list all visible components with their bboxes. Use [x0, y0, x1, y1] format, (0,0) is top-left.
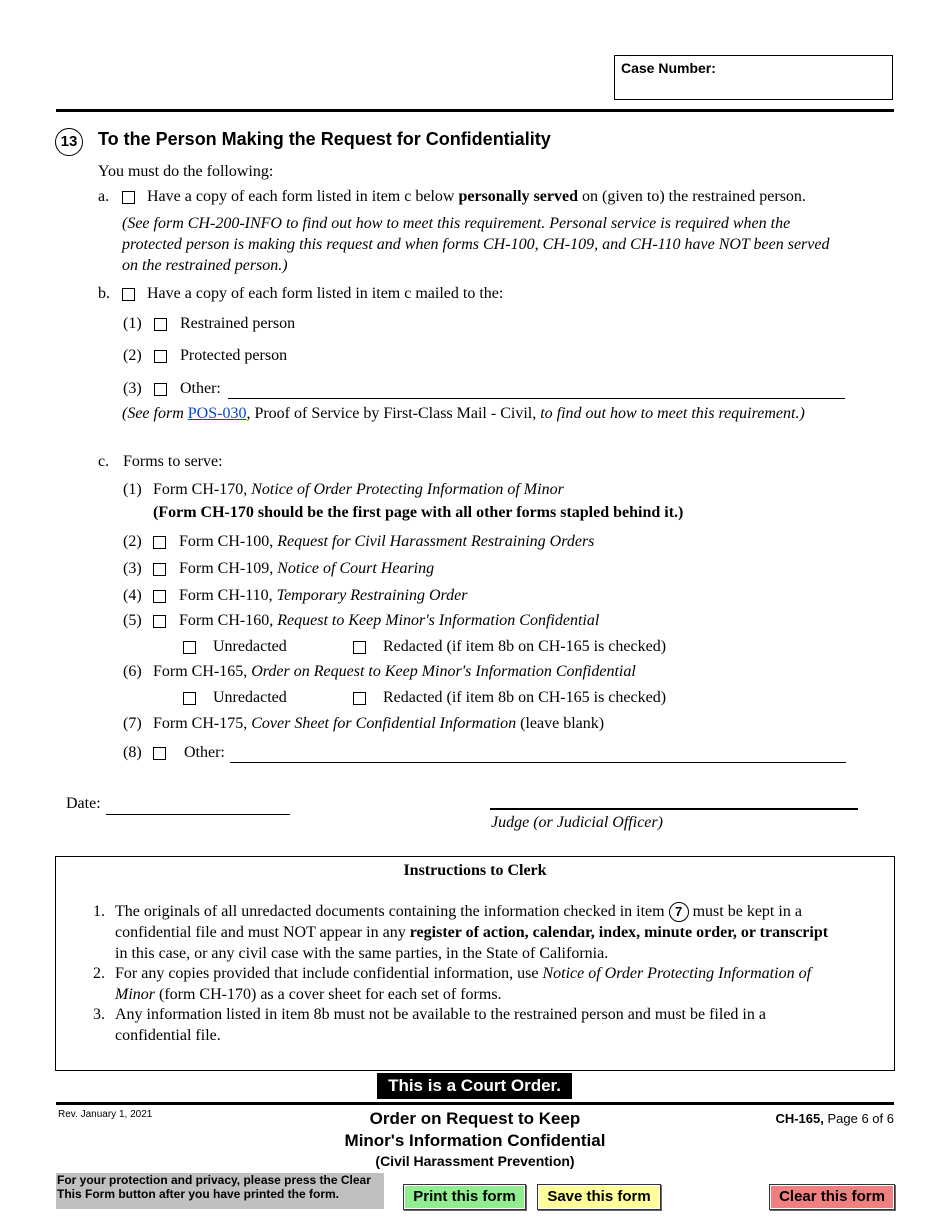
clerk-item2-l2-post: (form CH-170) as a cover sheet for each set of forms. [155, 986, 502, 1003]
clerk-title: Instructions to Clerk [403, 862, 547, 879]
item-c3-checkbox[interactable] [153, 563, 166, 576]
item-c-text: Forms to serve: [123, 453, 223, 470]
clerk-item2-line2 [115, 985, 502, 1005]
judge-label: Judge (or Judicial Officer) [491, 814, 663, 831]
item-c3-title: Notice of Court Hearing [277, 560, 435, 577]
item-a-note-line3: on the restrained person.) [122, 257, 288, 274]
item-c6-num: (6) [123, 663, 142, 680]
item-c6-title: Order on Request to Keep Minor's Information Confidential [251, 663, 636, 680]
privacy-notice-line1: For your protection and privacy, please press the Clear [57, 1173, 371, 1187]
item-b1-num: (1) [123, 315, 142, 332]
item-c1-num: (1) [123, 481, 142, 498]
item-c5-redacted-label: Redacted (if item 8b on CH-165 is checked) [383, 638, 667, 655]
item-c1-title: Notice of Order Protecting Information of Minor [251, 481, 564, 498]
item-a-note-line2: protected person is making this request and when forms CH-100, CH-109, and CH-110 have NOT been served [122, 236, 830, 253]
item-b-note-mid: , Proof of Service by First-Class Mail - Civil [246, 405, 533, 422]
clerk-item1-l1-post: must be kept in a [688, 903, 802, 920]
item-c5-unredacted-checkbox[interactable] [183, 641, 196, 654]
revision-date: Rev. January 1, 2021 [58, 1109, 153, 1120]
item-c5-title: Request to Keep Minor's Information Confidential [277, 612, 600, 629]
clerk-item2-l1-pre: For any copies provided that include confidential information, use [115, 965, 543, 982]
item-c6-form: Form CH-165, [153, 663, 252, 680]
section-number-circle [55, 128, 83, 156]
item-c6-unredacted-label: Unredacted [213, 689, 287, 706]
item-c2-num: (2) [123, 533, 142, 550]
clerk-item2-line1 [115, 964, 811, 984]
item-c7-post: (leave blank) [516, 715, 605, 732]
clerk-item2-l1-italic: Notice of Order Protecting Information of [542, 965, 812, 982]
item-c8-checkbox[interactable] [153, 747, 166, 760]
item-c6-text [153, 662, 636, 682]
save-button[interactable]: Save this form [537, 1184, 661, 1210]
item-b-checkbox[interactable] [122, 288, 135, 301]
form-title-line2: Minor's Information Confidential [344, 1131, 606, 1150]
clerk-item1-l1-pre: The originals of all unredacted documents containing the information checked in item [115, 903, 669, 920]
item-a-text-bold: personally served [458, 188, 578, 205]
judge-signature-line[interactable] [490, 808, 858, 810]
form-title-line1: Order on Request to Keep [369, 1109, 581, 1128]
clerk-item1-l2-pre: confidential file and must NOT appear in any [115, 924, 410, 941]
item-c5-form: Form CH-160, [179, 612, 278, 629]
print-button[interactable]: Print this form [403, 1184, 526, 1210]
clerk-item1-line3: in this case, or any civil case with the same parties, in the State of California. [115, 945, 609, 962]
court-order-banner: This is a Court Order. [377, 1073, 572, 1099]
privacy-notice-line2: This Form button after you have printed the form. [57, 1187, 340, 1201]
item-c5-unredacted-label: Unredacted [213, 638, 287, 655]
clerk-item3-line2: confidential file. [115, 1027, 221, 1044]
item-c5-redacted-checkbox[interactable] [353, 641, 366, 654]
clerk-item3-line1: Any information listed in item 8b must not be available to the restrained person and must be filed in a [115, 1006, 766, 1023]
item-b2-label: Protected person [180, 347, 288, 364]
item-c8-label: Other: [184, 744, 225, 761]
item-c3-form: Form CH-109, [179, 560, 278, 577]
item-c6-redacted-label: Redacted (if item 8b on CH-165 is checked) [383, 689, 667, 706]
form-subtitle: (Civil Harassment Prevention) [375, 1153, 575, 1169]
item-c1-form: Form CH-170, [153, 481, 252, 498]
item-a-checkbox[interactable] [122, 191, 135, 204]
clerk-item2-l2-italic: Minor [115, 986, 155, 1003]
item-b-text: Have a copy of each form listed in item c mailed to the: [147, 285, 504, 302]
item-a-text [147, 187, 806, 207]
case-number-label: Case Number: [621, 60, 716, 76]
item-a-letter: a. [98, 188, 110, 205]
item-b3-checkbox[interactable] [154, 383, 167, 396]
item-c7-form: Form CH-175, [153, 715, 252, 732]
date-field[interactable] [106, 814, 290, 815]
clerk-item2-num: 2. [93, 965, 105, 982]
item-c7-num: (7) [123, 715, 142, 732]
form-id: CH-165, [775, 1111, 824, 1126]
item-c3-num: (3) [123, 560, 142, 577]
item-b-note [122, 404, 805, 424]
privacy-notice [56, 1173, 384, 1209]
item-b1-label: Restrained person [180, 315, 296, 332]
item-a [98, 187, 109, 207]
item-c4-num: (4) [123, 587, 142, 604]
clerk-item1-num: 1. [93, 903, 105, 920]
item-c2-form: Form CH-100, [179, 533, 278, 550]
item-a-note-line1: (See form CH-200-INFO to find out how to meet this requirement. Personal service is required when the [122, 215, 791, 232]
item-c4-checkbox[interactable] [153, 590, 166, 603]
clerk-item1-line1 [115, 902, 802, 922]
clerk-item1-l2-bold: register of action, calendar, index, minute order, or transcript [409, 924, 829, 941]
item-c7-text [153, 714, 604, 734]
clerk-item1-line2 [115, 923, 828, 943]
item-7-circle-number: 7 [674, 904, 683, 919]
item-c1-bold-note: (Form CH-170 should be the first page with all other forms stapled behind it.) [153, 504, 684, 521]
section-title: To the Person Making the Request for Confidentiality [98, 129, 551, 149]
clear-button[interactable]: Clear this form [769, 1184, 895, 1210]
item-b1-checkbox[interactable] [154, 318, 167, 331]
section-intro: You must do the following: [98, 163, 274, 180]
item-c8-other-field[interactable] [230, 762, 846, 763]
footer-rule [56, 1102, 894, 1105]
top-rule [56, 109, 894, 112]
item-b3-num: (3) [123, 380, 142, 397]
item-c4-form: Form CH-110, [179, 587, 277, 604]
item-c6-redacted-checkbox[interactable] [353, 692, 366, 705]
item-c3-text [179, 559, 434, 579]
item-c2-title: Request for Civil Harassment Restraining Orders [277, 533, 595, 550]
item-c5-text [179, 611, 599, 631]
item-c1-text [153, 480, 564, 500]
item-c4-text [179, 586, 467, 606]
item-c2-text [179, 532, 594, 552]
item-b-note-pre: (See form [122, 405, 188, 422]
section-number: 13 [60, 133, 78, 150]
case-number-box[interactable] [614, 55, 893, 100]
pos-030-link[interactable]: POS-030 [187, 405, 247, 422]
item-c2-checkbox[interactable] [153, 536, 166, 549]
item-c1 [123, 480, 142, 500]
item-c4-title: Temporary Restraining Order [276, 587, 468, 604]
item-b-note-post: , to find out how to meet this requirement.) [532, 405, 805, 422]
clerk-item3-num: 3. [93, 1006, 105, 1023]
item-a-text-pre: Have a copy of each form listed in item c below [147, 188, 459, 205]
form-page-info [775, 1110, 894, 1128]
item-b2-num: (2) [123, 347, 142, 364]
item-c6-unredacted-checkbox[interactable] [183, 692, 196, 705]
item-b2-checkbox[interactable] [154, 350, 167, 363]
page-number: Page 6 of 6 [823, 1111, 894, 1126]
item-b3-label: Other: [180, 380, 221, 397]
item-c7-title: Cover Sheet for Confidential Information [251, 715, 517, 732]
item-c8-num: (8) [123, 744, 142, 761]
item-c-letter: c. [98, 453, 110, 470]
item-a-text-post: on (given to) the restrained person. [578, 188, 806, 205]
item-c5-num: (5) [123, 612, 142, 629]
item-c5-checkbox[interactable] [153, 615, 166, 628]
item-b-letter: b. [98, 285, 110, 302]
item-b3-other-field[interactable] [228, 398, 845, 399]
date-label: Date: [66, 795, 101, 812]
item-7-circle [669, 902, 689, 922]
